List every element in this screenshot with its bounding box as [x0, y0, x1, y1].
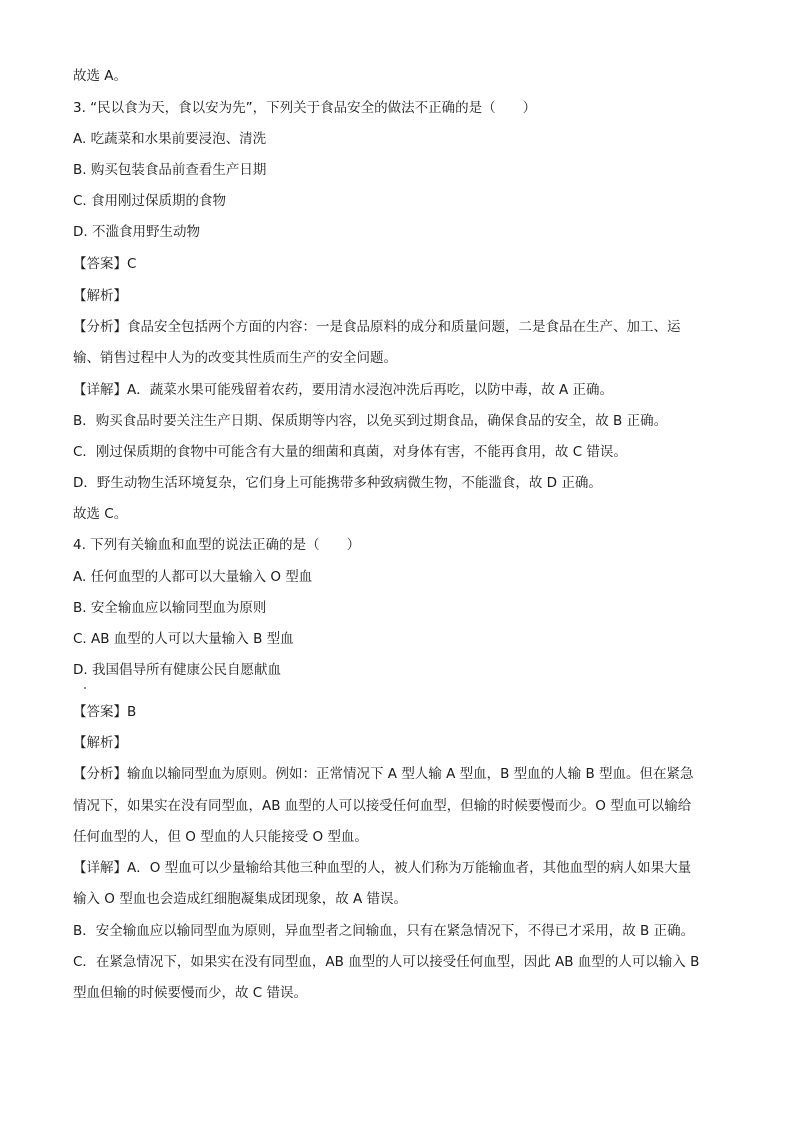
- question-4-detail-c-line-1: C．在紧急情况下，如果实在没有同型血，AB 血型的人可以接受任何血型，因此 AB 血型的人可以输入 B: [73, 954, 700, 970]
- question-4-detail-a-line-2: 输入 O 型血也会造成红细胞凝集成团现象，故 A 错误。: [73, 891, 408, 907]
- question-3-option-c: C. 食用刚过保质期的食物: [73, 193, 227, 209]
- question-3-detail-a: 【详解】A．蔬菜水果可能残留着农药，要用清水浸泡冲洗后再吃，以防中毒，故 A 正确。: [73, 382, 614, 398]
- question-3-answer: 【答案】C: [73, 256, 137, 272]
- question-3-detail-b: B．购买食品时要关注生产日期、保质期等内容，以免买到过期食品，确保食品的安全，故 B 正确。: [73, 413, 668, 429]
- question-3-detail-c: C．刚过保质期的食物中可能含有大量的细菌和真菌，对身体有害，不能再食用，故 C 错误。: [73, 444, 627, 460]
- question-4-answer: 【答案】B: [73, 704, 137, 720]
- question-4-stem: 4. 下列有关输血和血型的说法正确的是（ ）: [73, 537, 361, 553]
- question-3-analysis-line-2: 输、销售过程中人为的改变其性质而生产的安全问题。: [73, 350, 397, 366]
- question-3-analysis-line-1: 【分析】食品安全包括两个方面的内容：一是食品原料的成分和质量问题，二是食品在生产、加工、运: [73, 319, 681, 335]
- stray-mark: [84, 687, 86, 689]
- question-4-analysis-line-1: 【分析】输血以输同型血为原则。例如：正常情况下 A 型人输 A 型血，B 型血的人输 B 型血。但在紧急: [73, 766, 694, 782]
- question-3-detail-d: D．野生动物生活环境复杂，它们身上可能携带多种致病微生物，不能滥食，故 D 正确。: [73, 475, 602, 491]
- question-3-option-d: D. 不滥食用野生动物: [73, 224, 200, 240]
- conclusion-q3: 故选 C。: [73, 506, 128, 522]
- question-4-detail-b: B．安全输血应以输同型血为原则，异血型者之间输血，只有在紧急情况下，不得已才采用，故 B 正确。: [73, 923, 695, 939]
- question-4-explanation-heading: 【解析】: [73, 735, 127, 751]
- question-4-option-a: A. 任何血型的人都可以大量输入 O 型血: [73, 569, 313, 585]
- question-4-detail-c-line-2: 型血但输的时候要慢而少，故 C 错误。: [73, 985, 308, 1001]
- question-4-analysis-line-2: 情况下，如果实在没有同型血，AB 血型的人可以接受任何血型，但输的时候要慢而少。O 型血可以输给: [73, 798, 692, 814]
- question-3-option-a: A. 吃蔬菜和水果前要浸泡、清洗: [73, 131, 267, 147]
- question-3-explanation-heading: 【解析】: [73, 288, 127, 304]
- question-4-detail-a-line-1: 【详解】A．O 型血可以少量输给其他三种血型的人，被人们称为万能输血者，其他血型的病人如果大量: [73, 860, 692, 876]
- question-4-analysis-line-3: 任何血型的人，但 O 型血的人只能接受 O 型血。: [73, 829, 368, 845]
- question-4-option-d: D. 我国倡导所有健康公民自愿献血: [73, 662, 281, 678]
- question-4-option-c: C. AB 血型的人可以大量输入 B 型血: [73, 631, 294, 647]
- question-3-stem: 3. “民以食为天，食以安为先”，下列关于食品安全的做法不正确的是（ ）: [73, 100, 537, 116]
- conclusion-q2: 故选 A。: [73, 68, 128, 84]
- question-3-option-b: B. 购买包装食品前查看生产日期: [73, 162, 267, 178]
- question-4-option-b: B. 安全输血应以输同型血为原则: [73, 600, 267, 616]
